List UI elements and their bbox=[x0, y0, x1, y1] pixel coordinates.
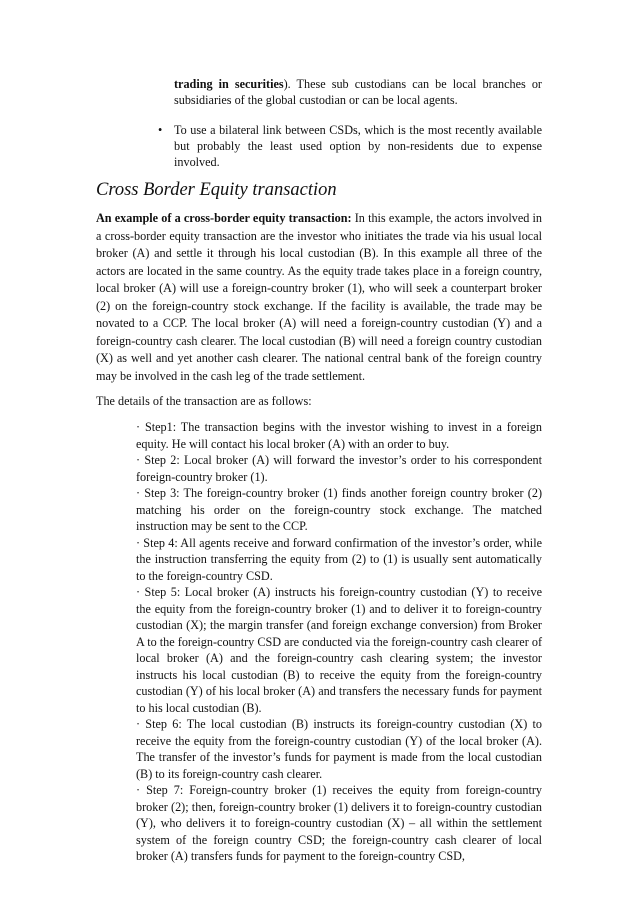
step-item: · Step 7: Foreign-country broker (1) receives the equity from foreign-country broker (2); then, foreign-country broker (1) delivers it to foreign-country custodian (Y), who delivers it to foreign-country custodian (X) – all within the settlement system of the foreign country CSD; the foreign-country cash clearer of local broker (A) transfers funds for payment to the foreign-country CSD, bbox=[136, 783, 542, 863]
example-paragraph bbox=[96, 210, 542, 385]
bullet-marker: • bbox=[158, 123, 163, 137]
bullet-item-text: To use a bilateral link between CSDs, which is the most recently available but probably the least used option by non-residents due to expense involved. bbox=[174, 123, 542, 169]
intro-paragraph-text: ). These sub custodians can be local branches or subsidiaries of the global custodian or can be local agents. bbox=[174, 77, 542, 107]
steps-list bbox=[136, 419, 542, 865]
step-item: · Step 2: Local broker (A) will forward the investor’s order to his correspondent foreign-country broker (1). bbox=[136, 453, 542, 484]
details-intro: The details of the transaction are as follows: bbox=[96, 394, 312, 408]
example-paragraph-text: In this example, the actors involved in a cross-border equity transaction are the investor who initiates the trade via his usual local broker (A) and settle it through his local custodian (B). In this example all three of the actors are located in the same country. As the equity trade takes place in a foreign country, local broker (A) will use a foreign-country broker (1), who will seek a counterpart broker (2) on the foreign-country stock exchange. If the facility is available, the trade may be novated to a CCP. The local broker (A) will need a foreign-country custodian (Y) and a foreign-country cash clearer. The local custodian (B) will need a foreign country custodian (X) as well and yet another cash clearer. The national central bank of the foreign country may be involved in the cash leg of the trade settlement. bbox=[96, 211, 542, 383]
intro-bold-phrase: trading in securities bbox=[174, 77, 284, 91]
section-heading: Cross Border Equity transaction bbox=[96, 180, 337, 200]
step-item: · Step 5: Local broker (A) instructs his foreign-country custodian (Y) to receive the equity from the foreign-country broker (1) and to deliver it to foreign-country custodian (X); the margin transfer (and foreign exchange conversion) from Broker A to the foreign-country CSD are conducted via the foreign-country cash clearer of local broker (A) and the foreign-country cash clearing system; the investor instructs his local custodian (B) to receive the equity from the foreign-country custodian (Y) of his local broker (A) and transfers the necessary funds for payment to his local custodian (B). bbox=[136, 585, 542, 715]
example-lead-bold: An example of a cross-border equity transaction: bbox=[96, 211, 352, 225]
step-item: · Step 6: The local custodian (B) instructs its foreign-country custodian (X) to receive the equity from the foreign-country custodian (Y) of the local broker (A). The transfer of the investor’s funds for payment is made from the local custodian (B) to its foreign-country cash clearer. bbox=[136, 717, 542, 781]
step-item: · Step 3: The foreign-country broker (1) finds another foreign country broker (2) matching his order on the foreign-country stock exchange. The matched instruction may be sent to the CCP. bbox=[136, 486, 542, 533]
step-item: · Step1: The transaction begins with the investor wishing to invest in a foreign equity. He will contact his local broker (A) with an order to buy. bbox=[136, 420, 542, 451]
intro-continuation bbox=[174, 76, 542, 108]
step-item: · Step 4: All agents receive and forward confirmation of the investor’s order, while the instruction transferring the equity from (2) to (1) is usually sent automatically to the foreign-country CSD. bbox=[136, 535, 542, 583]
intro-paragraph bbox=[174, 76, 542, 108]
